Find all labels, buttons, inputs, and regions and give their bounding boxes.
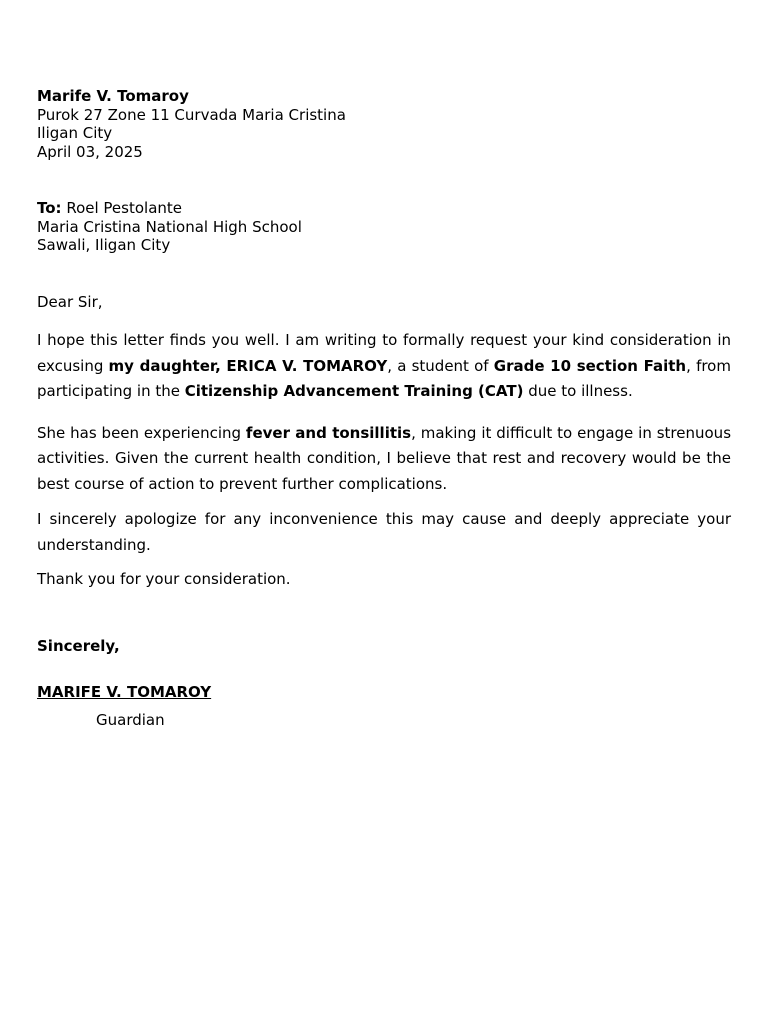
paragraph-request <box>37 328 731 405</box>
paragraph-text: She has been experiencing <box>37 423 246 442</box>
paragraph-text: , making it difficult to engage in strenuous activities. Given the current health condition, I believe that rest and recovery would be the best course of action to prevent further complications. <box>37 423 732 493</box>
recipient-name-line <box>37 199 731 218</box>
closing: Sincerely, <box>37 636 120 655</box>
recipient-school: Maria Cristina National High School <box>37 217 302 236</box>
recipient-location: Sawali, Iligan City <box>37 236 171 254</box>
recipient-block <box>37 199 731 255</box>
salutation: Dear Sir, <box>37 292 103 311</box>
signature-name: MARIFE V. TOMAROY <box>37 683 212 701</box>
paragraph-thanks: Thank you for your consideration. <box>37 570 291 588</box>
letter-date: April 03, 2025 <box>37 142 143 161</box>
signature-title: Guardian <box>96 710 165 729</box>
illness: fever and tonsillitis <box>245 423 412 442</box>
paragraph-apology: I sincerely apologize for any inconvenience this may cause and deeply appreciate your understanding. <box>37 510 731 554</box>
paragraph-text: due to illness. <box>523 382 633 400</box>
sender-address-line2: Iligan City <box>37 124 113 142</box>
to-label: To: <box>37 199 62 217</box>
student-name: my daughter, ERICA V. TOMAROY <box>108 356 388 375</box>
sender-name: Marife V. Tomaroy <box>37 87 189 105</box>
paragraph-text: , from participating in the <box>37 356 731 400</box>
grade-section: Grade 10 section Faith <box>493 356 687 375</box>
paragraph-text: , a student of <box>387 356 494 375</box>
program-name: Citizenship Advancement Training (CAT) <box>184 382 524 400</box>
paragraph-text: I hope this letter finds you well. I am writing to formally request your kind consideration in excusing <box>37 331 731 375</box>
sender-block <box>37 87 731 161</box>
paragraph-condition <box>37 421 731 498</box>
sender-address-line1: Purok 27 Zone 11 Curvada Maria Cristina <box>37 105 346 124</box>
recipient-name: Roel Pestolante <box>66 199 183 217</box>
letter-body <box>37 87 731 729</box>
